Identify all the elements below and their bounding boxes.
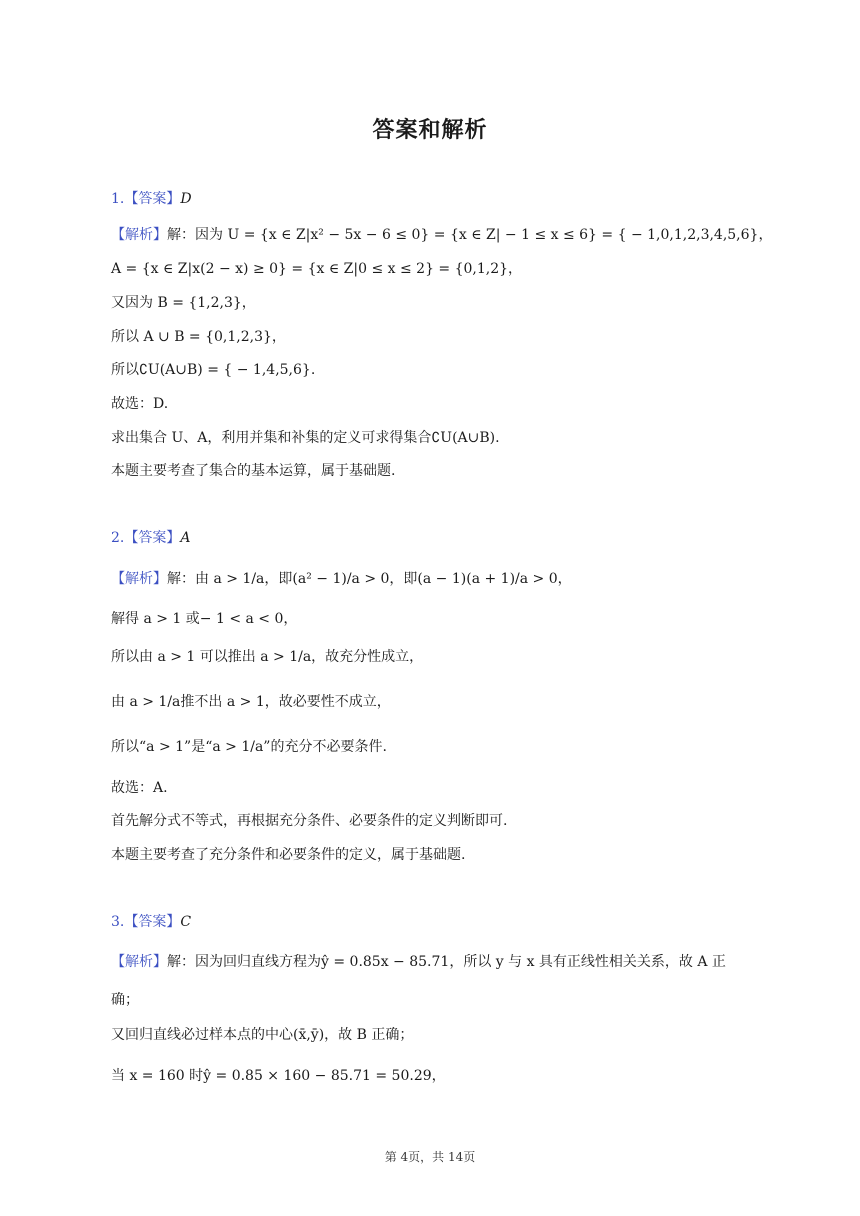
q1-text-line: A = {x ∈ Z|x(2 − x) ≥ 0} = {x ∈ Z|0 ≤ x ≤ 2} = {0,1,2}，	[111, 261, 523, 277]
q3-answer-tag: 【答案】	[124, 914, 181, 930]
q2-text-line: 所以由 a > 1 可以推出 a > 1/a，故充分性成立，	[111, 649, 424, 665]
q2-text-line: 故选：A.	[111, 780, 168, 796]
q1-analysis-tag: 【解析】	[111, 227, 167, 243]
page-title: 答案和解析	[372, 118, 488, 143]
q1-text-line: 又因为 B = {1,2,3}，	[111, 295, 256, 311]
q1-text-line: 所以∁U(A∪B) = { − 1,4,5,6}.	[111, 362, 316, 378]
q2-analysis-tag: 【解析】	[111, 571, 167, 587]
q1-analysis-line	[111, 225, 772, 245]
q1-text-line: 求出集合 U、A，利用并集和补集的定义可求得集合∁U(A∪B).	[111, 430, 500, 446]
q3-analysis-line	[111, 952, 726, 972]
q1-answer-line	[111, 189, 192, 209]
q1-answer-tag: 【答案】	[124, 191, 181, 207]
q2-analysis-line	[111, 569, 572, 589]
q2-text-line: 本题主要考查了充分条件和必要条件的定义，属于基础题.	[111, 847, 466, 863]
q3-answer: C	[180, 914, 192, 930]
q3-answer-line	[111, 912, 191, 932]
q3-number: 3.	[111, 914, 125, 930]
q2-text-line: 所以“a > 1”是“a > 1/a”的充分不必要条件.	[111, 739, 387, 755]
q2-answer-tag: 【答案】	[124, 530, 181, 546]
q2-text-line: 解得 a > 1 或− 1 < a < 0，	[111, 611, 298, 627]
q3-text-line: 解：因为回归直线方程为ŷ = 0.85x − 85.71，所以 y 与 x 具有正线性相关关系，故 A 正	[167, 954, 726, 970]
q2-text-line: 解：由 a > 1/a，即(a² − 1)/a > 0，即(a − 1)(a + 1)/a > 0，	[167, 571, 572, 587]
q1-text-line: 故选：D.	[111, 396, 169, 412]
q2-number: 2.	[111, 530, 125, 546]
q2-text-line: 由 a > 1/a推不出 a > 1，故必要性不成立，	[111, 694, 391, 710]
q2-text-line: 首先解分式不等式，再根据充分条件、必要条件的定义判断即可.	[111, 813, 508, 829]
q2-answer: A	[180, 530, 191, 546]
q3-analysis-tag: 【解析】	[111, 954, 167, 970]
q2-answer-line	[111, 528, 190, 548]
q3-text-line: 确；	[111, 992, 139, 1008]
q3-text-line: 又回归直线必过样本点的中心(x̄,ȳ)，故 B 正确；	[111, 1027, 414, 1043]
q1-answer: D	[180, 191, 192, 207]
q1-text-line: 所以 A ∪ B = {0,1,2,3}，	[111, 329, 286, 345]
page-footer: 第 4页，共 14页	[384, 1150, 476, 1164]
q1-number: 1.	[111, 191, 125, 207]
q1-text-line: 本题主要考查了集合的基本运算，属于基础题.	[111, 463, 396, 479]
q3-text-line: 当 x = 160 时ŷ = 0.85 × 160 − 85.71 = 50.29，	[111, 1068, 446, 1084]
q1-text-line: 解：因为 U = {x ∈ Z|x² − 5x − 6 ≤ 0} = {x ∈ Z| − 1 ≤ x ≤ 6} = { − 1,0,1,2,3,4,5,6}，	[167, 227, 773, 243]
